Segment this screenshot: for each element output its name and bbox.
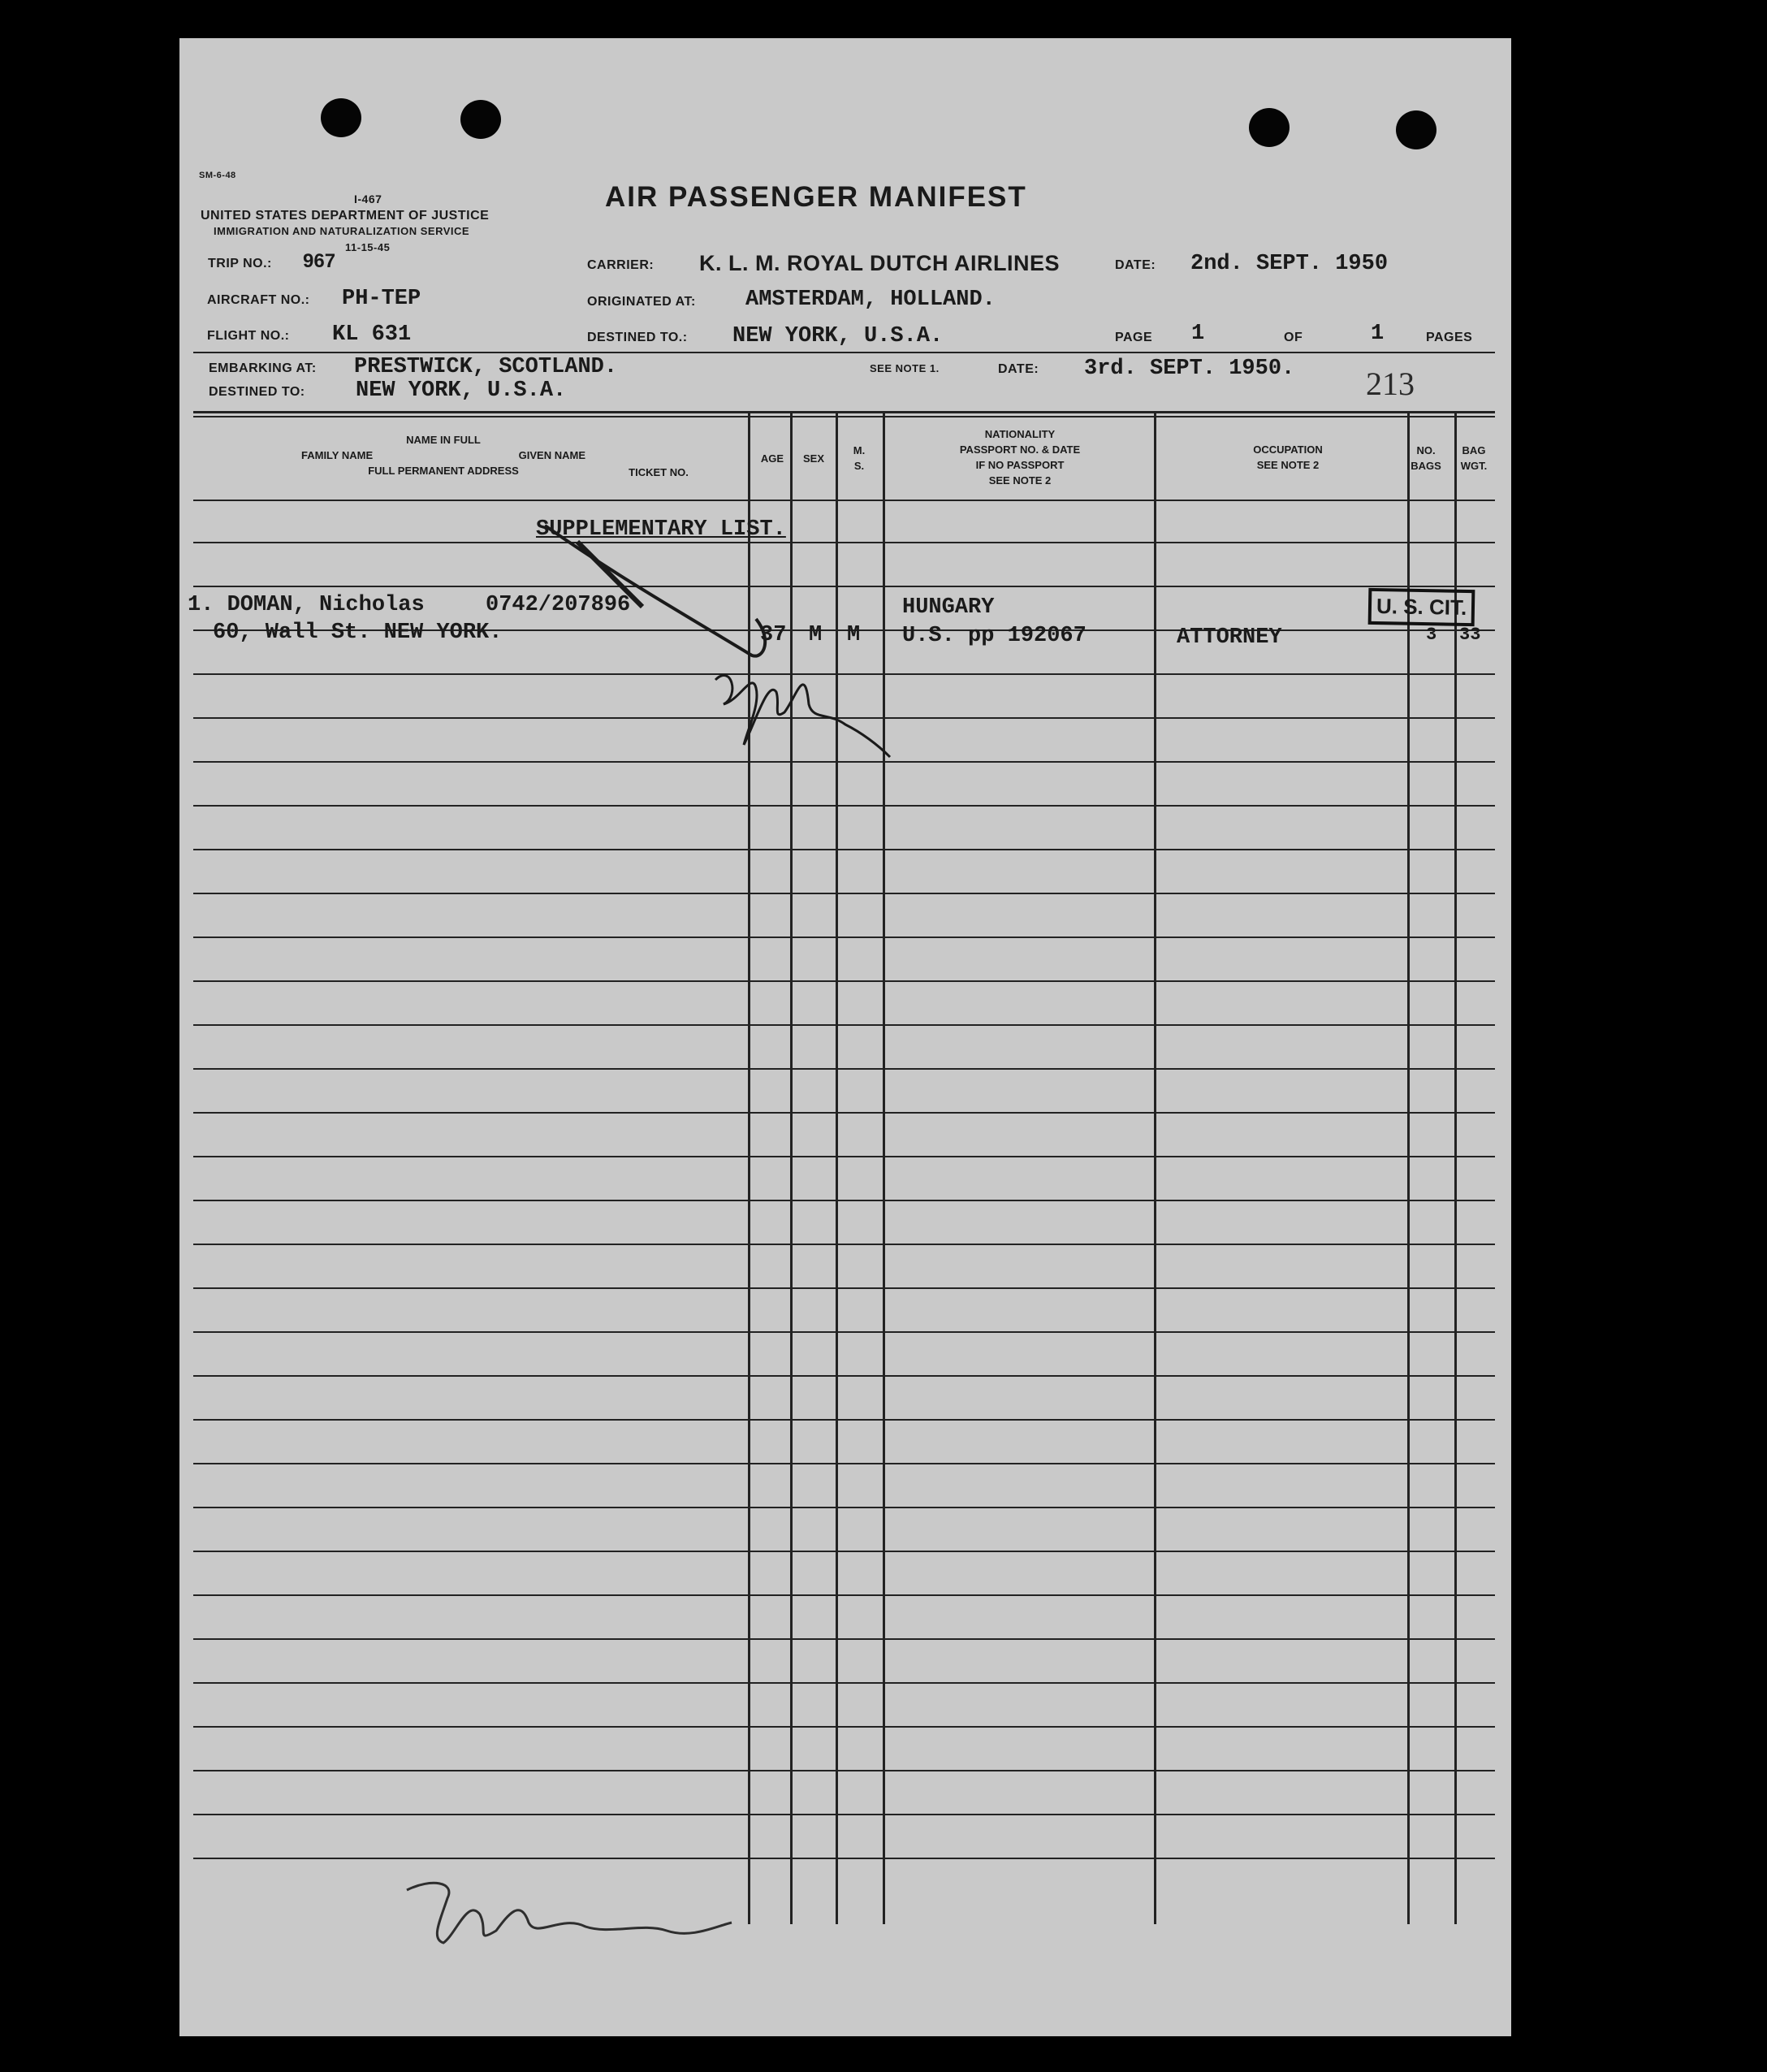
table-rule	[193, 1507, 1495, 1508]
passenger-age: 37	[760, 623, 787, 647]
passenger-passport: U.S. pp 192067	[902, 624, 1087, 648]
table-rule	[193, 1244, 1495, 1245]
age-header: AGE	[760, 452, 784, 465]
table-rule	[193, 1726, 1495, 1728]
ms-header-line2: S.	[853, 460, 865, 472]
pages-label: PAGES	[1426, 331, 1473, 344]
carrier-value: K. L. M. ROYAL DUTCH AIRLINES	[699, 251, 1061, 275]
originated-at-label: ORIGINATED AT:	[587, 295, 696, 309]
table-rule	[193, 1375, 1495, 1377]
bags-header-line2: BAGS	[1411, 460, 1441, 472]
weight-header	[1454, 443, 1494, 474]
bags-header-line1: NO.	[1416, 444, 1436, 456]
page-value: 1	[1191, 322, 1205, 346]
sheet-number: 213	[1366, 366, 1415, 402]
occupation-header-line1: OCCUPATION	[1253, 443, 1323, 456]
carrier-label: CARRIER:	[587, 258, 655, 272]
table-rule	[193, 1331, 1495, 1333]
weight-header-line2: WGT.	[1460, 460, 1488, 472]
originated-at-value: AMSTERDAM, HOLLAND.	[745, 288, 996, 312]
nationality-header-line4: SEE NOTE 2	[988, 474, 1052, 487]
table-rule	[193, 1112, 1495, 1114]
table-rule	[193, 1594, 1495, 1596]
table-rule	[193, 849, 1495, 850]
trip-no-value: 967	[303, 250, 336, 272]
form-code: SM-6-48	[199, 171, 236, 180]
bags-header	[1406, 443, 1446, 474]
passenger-nationality: HUNGARY	[902, 595, 995, 620]
table-rule	[193, 1024, 1495, 1026]
initials-signature	[707, 655, 894, 761]
weight-header-line1: BAG	[1462, 444, 1486, 456]
service-line: IMMIGRATION AND NATURALIZATION SERVICE	[214, 225, 470, 237]
destined-to-value: NEW YORK, U.S.A.	[732, 324, 944, 348]
ticket-header: TICKET NO.	[629, 466, 689, 478]
family-name-header: FAMILY NAME	[301, 449, 374, 461]
official-signature	[399, 1866, 740, 1955]
table-rule	[193, 1200, 1495, 1201]
table-rule	[193, 1068, 1495, 1070]
ms-header	[839, 443, 879, 474]
table-top-rule	[193, 416, 1495, 417]
table-rule	[193, 893, 1495, 894]
address-header: FULL PERMANENT ADDRESS	[368, 465, 519, 477]
form-title: AIR PASSENGER MANIFEST	[605, 181, 1027, 213]
nationality-header-line3: IF NO PASSPORT	[975, 459, 1065, 471]
embarking-at-label: EMBARKING AT:	[209, 361, 317, 375]
table-top-rule	[193, 411, 1495, 413]
aircraft-no-value: PH-TEP	[342, 287, 421, 311]
destined-to-value-2: NEW YORK, U.S.A.	[356, 378, 567, 403]
table-rule	[193, 1419, 1495, 1421]
column-rule	[1407, 413, 1410, 1924]
see-note-label: SEE NOTE 1.	[870, 362, 940, 374]
table-rule	[193, 980, 1495, 982]
date-label-2: DATE:	[998, 362, 1039, 376]
table-rule	[193, 542, 1495, 543]
passenger-bags: 3	[1426, 625, 1437, 645]
punch-hole	[1249, 108, 1290, 147]
header-bottom-rule	[193, 500, 1495, 501]
table-rule	[193, 1156, 1495, 1157]
passenger-sex: M	[809, 623, 823, 647]
nationality-header-line2: PASSPORT NO. & DATE	[959, 443, 1081, 456]
flight-no-value: KL 631	[332, 322, 412, 347]
column-rule	[1454, 413, 1457, 1924]
table-rule	[193, 805, 1495, 807]
of-value: 1	[1371, 322, 1385, 346]
occupation-header	[1162, 442, 1414, 473]
passenger-occupation: ATTORNEY	[1177, 625, 1282, 650]
citizen-stamp: U. S. CIT.	[1368, 588, 1475, 626]
given-name-header: GIVEN NAME	[518, 449, 585, 461]
passenger-weight: 33	[1459, 625, 1481, 645]
ticket-number: 0742/207896	[486, 593, 631, 617]
passenger-marital: M	[847, 623, 861, 647]
trip-no-label: TRIP NO.:	[208, 257, 272, 270]
punch-hole	[321, 98, 361, 137]
punch-hole	[460, 100, 501, 139]
ms-header-line1: M.	[853, 444, 866, 456]
form-date: 11-15-45	[345, 241, 391, 253]
flight-no-label: FLIGHT NO.:	[207, 329, 290, 343]
embarking-at-value: PRESTWICK, SCOTLAND.	[354, 355, 618, 379]
aircraft-no-label: AIRCRAFT NO.:	[207, 293, 310, 307]
page-label: PAGE	[1115, 331, 1153, 344]
column-rule	[790, 413, 793, 1924]
table-rule	[193, 1287, 1495, 1289]
table-rule	[193, 1682, 1495, 1684]
table-rule	[193, 1858, 1495, 1859]
manifest-sheet	[179, 38, 1511, 2036]
column-rule	[883, 413, 885, 1924]
nationality-header-line1: NATIONALITY	[984, 428, 1056, 440]
divider	[193, 352, 1495, 353]
of-label: OF	[1284, 331, 1303, 344]
column-rule	[836, 413, 838, 1924]
table-rule	[193, 1638, 1495, 1640]
department-line: UNITED STATES DEPARTMENT OF JUSTICE	[201, 209, 490, 223]
table-rule	[193, 1770, 1495, 1771]
table-rule	[193, 1551, 1495, 1552]
passenger-address: 60, Wall St. NEW YORK.	[213, 621, 503, 645]
table-rule	[193, 937, 1495, 938]
form-number: I-467	[354, 192, 382, 205]
supplementary-heading: SUPPLEMENTARY LIST.	[536, 517, 786, 542]
name-header-line2	[301, 448, 585, 463]
table-rule	[193, 761, 1495, 763]
nationality-header	[886, 426, 1154, 488]
name-header	[301, 432, 585, 478]
date-value-2: 3rd. SEPT. 1950.	[1084, 357, 1295, 381]
occupation-header-line2: SEE NOTE 2	[1256, 459, 1320, 471]
passenger-name: 1. DOMAN, Nicholas	[188, 593, 425, 617]
destined-to-label: DESTINED TO.:	[587, 331, 688, 344]
column-rule	[1154, 413, 1156, 1924]
table-rule	[193, 1463, 1495, 1464]
date-label: DATE:	[1115, 258, 1156, 272]
date-value: 2nd. SEPT. 1950	[1190, 252, 1389, 276]
table-rule	[193, 586, 1495, 587]
name-header-line1: NAME IN FULL	[406, 434, 481, 446]
destined-to-label-2: DESTINED TO:	[209, 385, 305, 399]
table-rule	[193, 1814, 1495, 1815]
punch-hole	[1396, 110, 1436, 149]
sex-header: SEX	[802, 452, 824, 465]
